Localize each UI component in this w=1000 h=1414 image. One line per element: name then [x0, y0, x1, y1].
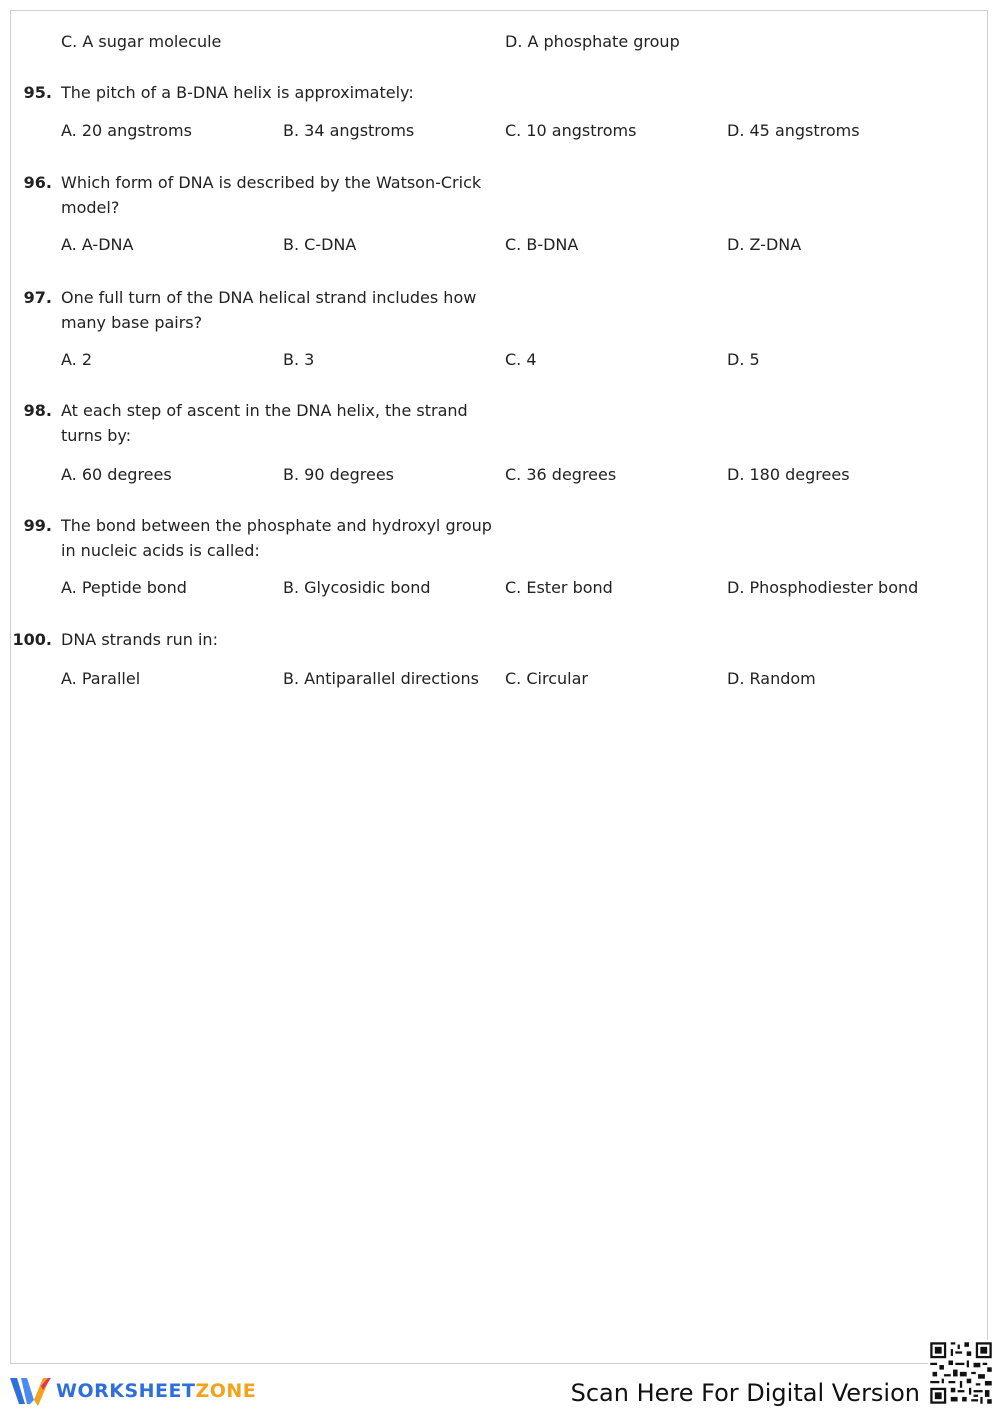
- option-a[interactable]: A. A-DNA: [61, 235, 134, 254]
- options-96: [0, 235, 1000, 257]
- options-98: [0, 465, 1000, 487]
- question-number: 96.: [23, 173, 52, 192]
- option-d[interactable]: D. 45 angstroms: [727, 121, 860, 140]
- brand-secondary: ZONE: [195, 1380, 257, 1402]
- option-d[interactable]: D. Phosphodiester bond: [727, 578, 919, 597]
- option-b[interactable]: B. Antiparallel directions: [283, 669, 480, 688]
- option-a[interactable]: A. Parallel: [61, 669, 141, 688]
- question-text: Which form of DNA is described by the Watson-Crick model?: [61, 173, 482, 217]
- option-c[interactable]: C. A sugar molecule: [61, 32, 222, 51]
- option-d[interactable]: D. Z-DNA: [727, 235, 802, 254]
- question-number: 98.: [23, 401, 52, 420]
- brand-name: [56, 1380, 256, 1402]
- question-text: DNA strands run in:: [61, 630, 218, 649]
- carryover-options: [0, 32, 1000, 54]
- scan-instruction: Scan Here For Digital Version: [570, 1379, 920, 1407]
- option-d[interactable]: D. Random: [727, 669, 816, 688]
- question-99: [0, 513, 1000, 563]
- option-c[interactable]: C. 36 degrees: [505, 465, 617, 484]
- option-c[interactable]: C. Ester bond: [505, 578, 613, 597]
- option-d[interactable]: D. A phosphate group: [505, 32, 680, 51]
- question-text: The pitch of a B-DNA helix is approximately:: [61, 83, 414, 102]
- option-d[interactable]: D. 180 degrees: [727, 465, 850, 484]
- option-c[interactable]: C. B-DNA: [505, 235, 579, 254]
- option-b[interactable]: B. 34 angstroms: [283, 121, 415, 140]
- option-b[interactable]: B. Glycosidic bond: [283, 578, 431, 597]
- footer: [0, 1366, 1000, 1414]
- option-b[interactable]: B. 3: [283, 350, 315, 369]
- option-d[interactable]: D. 5: [727, 350, 760, 369]
- options-99: [0, 578, 1000, 600]
- question-98: [0, 398, 1000, 448]
- option-a[interactable]: A. Peptide bond: [61, 578, 187, 597]
- qr-code-icon[interactable]: [928, 1340, 994, 1406]
- question-number: 97.: [23, 288, 52, 307]
- option-b[interactable]: B. 90 degrees: [283, 465, 394, 484]
- question-number: 100.: [12, 630, 52, 649]
- question-text: The bond between the phosphate and hydroxyl group in nucleic acids is called:: [61, 516, 492, 560]
- option-a[interactable]: A. 60 degrees: [61, 465, 172, 484]
- option-a[interactable]: A. 2: [61, 350, 93, 369]
- question-96: [0, 170, 1000, 220]
- option-a[interactable]: A. 20 angstroms: [61, 121, 192, 140]
- question-100: [0, 627, 1000, 652]
- brand-primary: WORKSHEET: [56, 1380, 196, 1402]
- option-c[interactable]: C. 10 angstroms: [505, 121, 637, 140]
- worksheetzone-logo-icon: [10, 1376, 54, 1408]
- options-97: [0, 350, 1000, 372]
- option-c[interactable]: C. 4: [505, 350, 537, 369]
- options-95: [0, 121, 1000, 143]
- question-text: One full turn of the DNA helical strand includes how many base pairs?: [61, 288, 477, 332]
- option-b[interactable]: B. C-DNA: [283, 235, 357, 254]
- question-number: 99.: [23, 516, 52, 535]
- question-97: [0, 285, 1000, 335]
- question-number: 95.: [23, 83, 52, 102]
- options-100: [0, 669, 1000, 691]
- question-text: At each step of ascent in the DNA helix, the strand turns by:: [61, 401, 468, 445]
- question-95: [0, 80, 1000, 105]
- option-c[interactable]: C. Circular: [505, 669, 588, 688]
